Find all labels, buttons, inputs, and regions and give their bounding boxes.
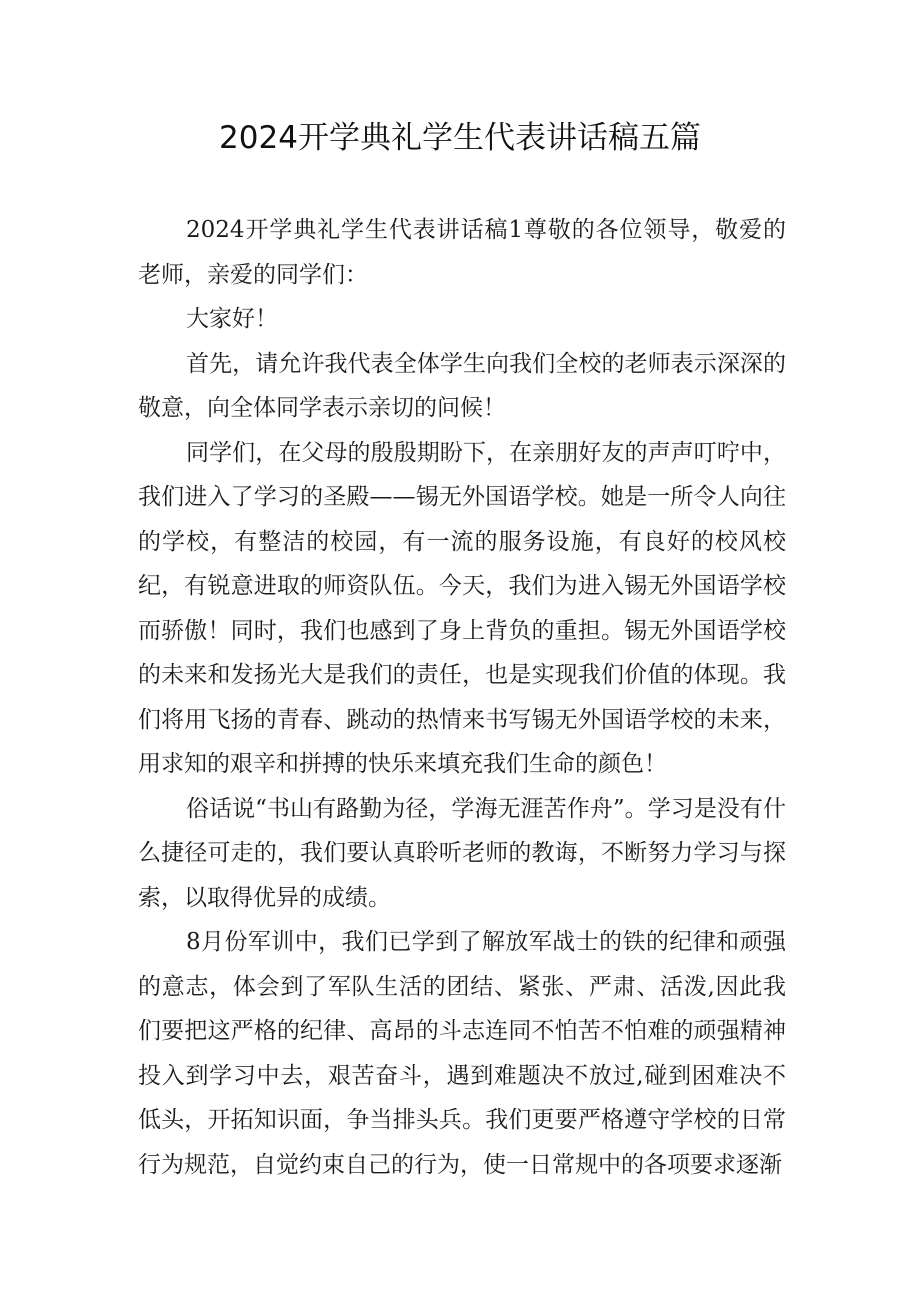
paragraph-greeting: 大家好！ xyxy=(186,306,278,332)
document-body xyxy=(138,208,786,1187)
paragraph-school-intro: 同学们，在父母的殷殷期盼下，在亲朋好友的声声叮咛中，我们进入了学习的圣殿——锡无外国语学校。她是一所令人向往的学校，有整洁的校园，有一流的服务设施，有良好的校风校纪，有锐意进取的师资队伍。今天，我们为进入锡无外国语学校而骄傲！同时，我们也感到了身上背负的重担。锡无外国语学校的未来和发扬光大是我们的责任，也是实现我们价值的体现。我们将用飞扬的青春、跳动的热情来书写锡无外国语学校的未来，用求知的艰辛和拼搏的快乐来填充我们生命的颜色！ xyxy=(138,439,786,777)
document-title: 2024开学典礼学生代表讲话稿五篇 xyxy=(219,120,701,156)
paragraph-military-training: 8月份军训中，我们已学到了解放军战士的铁的纪律和顽强的意志，体会到了军队生活的团结、紧张、严肃、活泼,因此我们要把这严格的纪律、高昂的斗志连同不怕苦不怕难的顽强精神投入到学习中去，艰苦奋斗，遇到难题决不放过,碰到困难决不低头，开拓知识面，争当排头兵。我们更要严格遵守学校的日常行为规范，自觉约束自己的行为，使一日常规中的各项要求逐渐 xyxy=(138,929,786,1178)
paragraph-respect: 首先，请允许我代表全体学生向我们全校的老师表示深深的敬意，向全体同学表示亲切的问候！ xyxy=(138,350,786,421)
paragraph-proverb: 俗话说“书山有路勤为径，学海无涯苦作舟”。学习是没有什么捷径可走的，我们要认真聆听老师的教诲，不断努力学习与探索，以取得优异的成绩。 xyxy=(138,795,786,911)
paragraph-salutation: 2024开学典礼学生代表讲话稿1尊敬的各位领导，敬爱的老师，亲爱的同学们： xyxy=(138,217,786,288)
